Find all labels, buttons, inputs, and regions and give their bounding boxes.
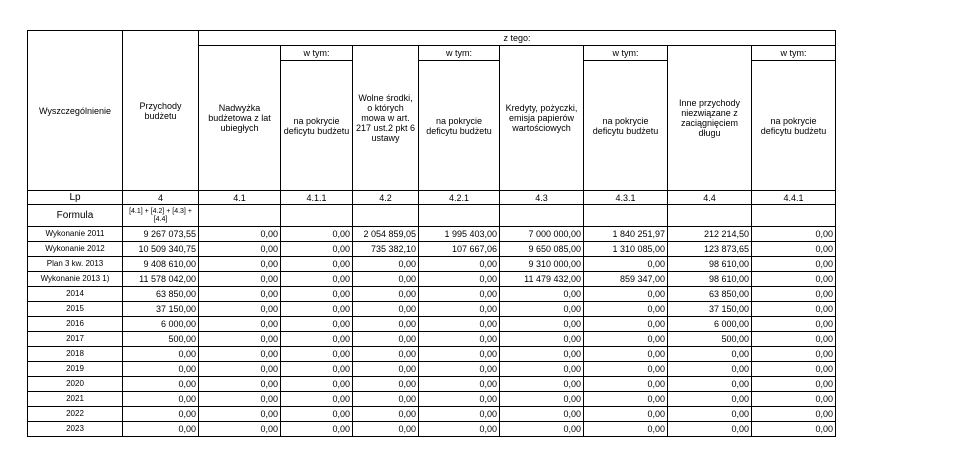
- value-cell: 0,00: [199, 407, 281, 422]
- value-cell: 0,00: [353, 377, 419, 392]
- row-label: 2020: [28, 377, 123, 392]
- table-row: [28, 242, 836, 257]
- value-cell: 37 150,00: [668, 302, 752, 317]
- value-cell: 0,00: [752, 272, 836, 287]
- lp-cell: 4.3: [500, 191, 584, 205]
- value-cell: 2 054 859,05: [353, 227, 419, 242]
- value-cell: 0,00: [199, 227, 281, 242]
- value-cell: 9 310 000,00: [500, 257, 584, 272]
- row-label: Plan 3 kw. 2013: [28, 257, 123, 272]
- table-row: [28, 257, 836, 272]
- value-cell: 859 347,00: [584, 272, 668, 287]
- value-cell: 0,00: [584, 347, 668, 362]
- value-cell: 63 850,00: [668, 287, 752, 302]
- lp-row: [28, 191, 836, 205]
- value-cell: 0,00: [752, 317, 836, 332]
- value-cell: 0,00: [752, 287, 836, 302]
- table-row: [28, 422, 836, 437]
- value-cell: 0,00: [123, 407, 199, 422]
- row-label: 2021: [28, 392, 123, 407]
- value-cell: 9 650 085,00: [500, 242, 584, 257]
- value-cell: 0,00: [199, 332, 281, 347]
- value-cell: 0,00: [500, 347, 584, 362]
- value-cell: 1 310 085,00: [584, 242, 668, 257]
- value-cell: 0,00: [199, 377, 281, 392]
- value-cell: 0,00: [353, 347, 419, 362]
- value-cell: 0,00: [419, 392, 500, 407]
- header-deficit-cover-2: na pokrycie deficytu budżetu: [419, 61, 500, 191]
- lp-label: Lp: [28, 191, 123, 205]
- value-cell: 0,00: [419, 377, 500, 392]
- value-cell: 0,00: [199, 347, 281, 362]
- value-cell: 0,00: [500, 377, 584, 392]
- value-cell: 0,00: [752, 257, 836, 272]
- header-w-tym-4: w tym:: [752, 46, 836, 61]
- lp-cell: 4.4.1: [752, 191, 836, 205]
- value-cell: 6 000,00: [668, 317, 752, 332]
- header-budget-income: Przychody budżetu: [123, 31, 199, 191]
- value-cell: 0,00: [281, 272, 353, 287]
- header-w-tym-3: w tym:: [584, 46, 668, 61]
- table-row: [28, 332, 836, 347]
- value-cell: 11 578 042,00: [123, 272, 199, 287]
- table-row: [28, 287, 836, 302]
- table-row: [28, 392, 836, 407]
- value-cell: 6 000,00: [123, 317, 199, 332]
- value-cell: 7 000 000,00: [500, 227, 584, 242]
- value-cell: 0,00: [500, 407, 584, 422]
- table-row: [28, 377, 836, 392]
- value-cell: 0,00: [668, 347, 752, 362]
- value-cell: 0,00: [281, 332, 353, 347]
- value-cell: 0,00: [281, 362, 353, 377]
- value-cell: 0,00: [419, 317, 500, 332]
- value-cell: 0,00: [281, 422, 353, 437]
- value-cell: 0,00: [584, 287, 668, 302]
- budget-income-table: [27, 30, 836, 437]
- table-row: [28, 317, 836, 332]
- value-cell: 0,00: [584, 377, 668, 392]
- value-cell: 0,00: [500, 362, 584, 377]
- value-cell: 0,00: [281, 287, 353, 302]
- value-cell: 107 667,06: [419, 242, 500, 257]
- header-surplus: Nadwyżka budżetowa z lat ubiegłych: [199, 46, 281, 191]
- value-cell: 0,00: [584, 302, 668, 317]
- value-cell: 0,00: [353, 332, 419, 347]
- value-cell: 0,00: [353, 317, 419, 332]
- value-cell: 0,00: [123, 377, 199, 392]
- value-cell: 0,00: [500, 332, 584, 347]
- value-cell: 0,00: [752, 422, 836, 437]
- value-cell: 9 267 073,55: [123, 227, 199, 242]
- lp-cell: 4.2: [353, 191, 419, 205]
- value-cell: 0,00: [500, 287, 584, 302]
- row-label: 2016: [28, 317, 123, 332]
- row-label: 2022: [28, 407, 123, 422]
- value-cell: 10 509 340,75: [123, 242, 199, 257]
- value-cell: 0,00: [752, 377, 836, 392]
- value-cell: 0,00: [123, 392, 199, 407]
- value-cell: 0,00: [668, 392, 752, 407]
- value-cell: 0,00: [199, 272, 281, 287]
- row-label: 2023: [28, 422, 123, 437]
- value-cell: 0,00: [281, 302, 353, 317]
- value-cell: 0,00: [353, 362, 419, 377]
- value-cell: 0,00: [123, 422, 199, 437]
- value-cell: 0,00: [752, 392, 836, 407]
- value-cell: 0,00: [199, 422, 281, 437]
- value-cell: 1 840 251,97: [584, 227, 668, 242]
- value-cell: 212 214,50: [668, 227, 752, 242]
- value-cell: 0,00: [419, 347, 500, 362]
- header-credits: Kredyty, pożyczki, emisja papierów wartościowych: [500, 46, 584, 191]
- value-cell: 0,00: [752, 332, 836, 347]
- value-cell: 0,00: [500, 317, 584, 332]
- value-cell: 0,00: [353, 392, 419, 407]
- value-cell: 0,00: [353, 272, 419, 287]
- value-cell: 0,00: [752, 242, 836, 257]
- value-cell: 0,00: [584, 407, 668, 422]
- value-cell: 0,00: [123, 362, 199, 377]
- header-w-tym-2: w tym:: [419, 46, 500, 61]
- formula-cell: [4.1] + [4.2] + [4.3] + [4.4]: [123, 205, 199, 227]
- value-cell: 500,00: [668, 332, 752, 347]
- value-cell: 98 610,00: [668, 272, 752, 287]
- table-row: [28, 272, 836, 287]
- value-cell: 0,00: [199, 287, 281, 302]
- row-label: 2017: [28, 332, 123, 347]
- value-cell: 0,00: [281, 407, 353, 422]
- row-label: 2014: [28, 287, 123, 302]
- value-cell: 0,00: [199, 242, 281, 257]
- value-cell: 500,00: [123, 332, 199, 347]
- value-cell: 0,00: [281, 257, 353, 272]
- table-row: [28, 407, 836, 422]
- value-cell: 0,00: [123, 347, 199, 362]
- value-cell: 735 382,10: [353, 242, 419, 257]
- formula-row: [28, 205, 836, 227]
- row-label: Wykonanie 2012: [28, 242, 123, 257]
- header-deficit-cover-3: na pokrycie deficytu budżetu: [584, 61, 668, 191]
- table-row: [28, 362, 836, 377]
- value-cell: 0,00: [752, 302, 836, 317]
- value-cell: 0,00: [668, 377, 752, 392]
- header-deficit-cover-4: na pokrycie deficytu budżetu: [752, 61, 836, 191]
- lp-cell: 4.1.1: [281, 191, 353, 205]
- value-cell: 0,00: [281, 227, 353, 242]
- value-cell: 0,00: [752, 227, 836, 242]
- value-cell: 0,00: [500, 392, 584, 407]
- row-label: Wykonanie 2011: [28, 227, 123, 242]
- value-cell: 0,00: [281, 377, 353, 392]
- value-cell: 123 873,65: [668, 242, 752, 257]
- value-cell: 0,00: [752, 347, 836, 362]
- value-cell: 0,00: [353, 287, 419, 302]
- value-cell: 0,00: [668, 407, 752, 422]
- value-cell: 0,00: [584, 332, 668, 347]
- value-cell: 98 610,00: [668, 257, 752, 272]
- value-cell: 0,00: [199, 392, 281, 407]
- header-free-funds: Wolne środki, o których mowa w art. 217 ust.2 pkt 6 ustawy: [353, 46, 419, 191]
- lp-cell: 4.2.1: [419, 191, 500, 205]
- value-cell: 0,00: [281, 392, 353, 407]
- header-deficit-cover-1: na pokrycie deficytu budżetu: [281, 61, 353, 191]
- value-cell: 0,00: [584, 392, 668, 407]
- value-cell: 0,00: [281, 242, 353, 257]
- value-cell: 0,00: [199, 302, 281, 317]
- header-other-income: Inne przychody niezwiązane z zaciągnięciem długu: [668, 46, 752, 191]
- value-cell: 9 408 610,00: [123, 257, 199, 272]
- header-w-tym-1: w tym:: [281, 46, 353, 61]
- value-cell: 0,00: [281, 317, 353, 332]
- value-cell: 1 995 403,00: [419, 227, 500, 242]
- formula-label: Formula: [28, 205, 123, 227]
- value-cell: 0,00: [199, 362, 281, 377]
- value-cell: 0,00: [199, 257, 281, 272]
- header-z-tego: z tego:: [199, 31, 836, 46]
- value-cell: 0,00: [584, 257, 668, 272]
- value-cell: 0,00: [500, 422, 584, 437]
- table-row: [28, 347, 836, 362]
- row-label: 2019: [28, 362, 123, 377]
- lp-cell: 4.1: [199, 191, 281, 205]
- row-label: 2015: [28, 302, 123, 317]
- value-cell: 11 479 432,00: [500, 272, 584, 287]
- value-cell: 0,00: [752, 362, 836, 377]
- lp-cell: 4.3.1: [584, 191, 668, 205]
- value-cell: 0,00: [419, 257, 500, 272]
- value-cell: 0,00: [419, 332, 500, 347]
- row-label: 2018: [28, 347, 123, 362]
- value-cell: 0,00: [199, 317, 281, 332]
- value-cell: 0,00: [584, 317, 668, 332]
- lp-cell: 4: [123, 191, 199, 205]
- value-cell: 0,00: [419, 422, 500, 437]
- value-cell: 63 850,00: [123, 287, 199, 302]
- header-description: Wyszczególnienie: [28, 31, 123, 191]
- value-cell: 0,00: [419, 287, 500, 302]
- value-cell: 0,00: [419, 407, 500, 422]
- value-cell: 0,00: [668, 422, 752, 437]
- row-label: Wykonanie 2013 1): [28, 272, 123, 287]
- value-cell: 0,00: [353, 257, 419, 272]
- value-cell: 0,00: [353, 407, 419, 422]
- table-row: [28, 302, 836, 317]
- value-cell: 0,00: [353, 302, 419, 317]
- value-cell: 0,00: [584, 362, 668, 377]
- value-cell: 0,00: [668, 362, 752, 377]
- value-cell: 0,00: [752, 407, 836, 422]
- value-cell: 0,00: [419, 302, 500, 317]
- value-cell: 0,00: [419, 272, 500, 287]
- value-cell: 0,00: [353, 422, 419, 437]
- value-cell: 0,00: [500, 302, 584, 317]
- value-cell: 0,00: [584, 422, 668, 437]
- value-cell: 37 150,00: [123, 302, 199, 317]
- value-cell: 0,00: [419, 362, 500, 377]
- table-row: [28, 227, 836, 242]
- value-cell: 0,00: [281, 347, 353, 362]
- lp-cell: 4.4: [668, 191, 752, 205]
